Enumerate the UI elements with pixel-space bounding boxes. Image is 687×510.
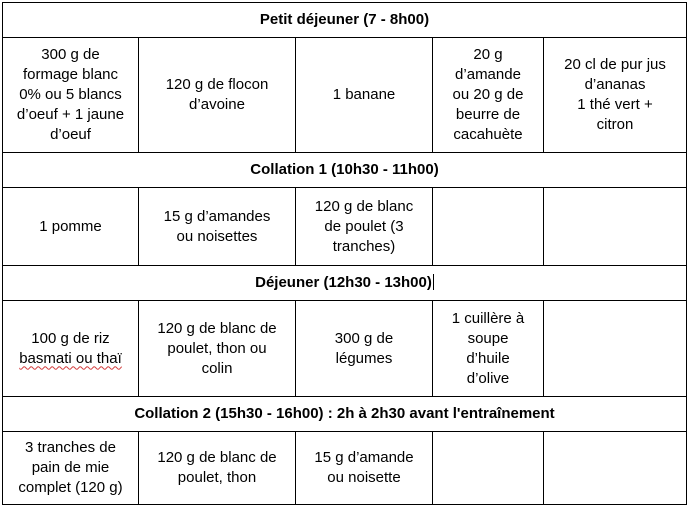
cell-text-line: tranches) bbox=[332, 237, 396, 255]
cell-text-line: 1 thé vert + bbox=[577, 96, 653, 113]
section-header-row bbox=[3, 153, 687, 188]
cell-text-line: poulet, thon ou bbox=[167, 339, 267, 357]
table-cell[interactable] bbox=[3, 188, 139, 266]
table-row bbox=[3, 432, 687, 505]
table-cell[interactable] bbox=[139, 301, 296, 397]
section-title-collation-2[interactable]: Collation 2 (15h30 - 16h00) : 2h à 2h30 avant l'entraînement bbox=[3, 397, 687, 432]
cell-text-line: d’oeuf bbox=[50, 126, 91, 143]
cell-text-line: complet (120 g) bbox=[18, 479, 123, 496]
cell-text-line: 3 tranches de bbox=[25, 439, 116, 456]
text-cursor bbox=[433, 274, 434, 290]
cell-text-line: 20 g bbox=[473, 46, 503, 63]
cell-text-line: 1 cuillère à bbox=[451, 309, 525, 327]
table-cell[interactable] bbox=[544, 38, 687, 153]
table-cell[interactable] bbox=[3, 301, 139, 397]
cell-text-line: cacahuète bbox=[453, 126, 523, 143]
cell-text-line: 1 pomme bbox=[39, 217, 102, 235]
cell-text-line: 100 g de riz bbox=[31, 329, 110, 347]
cell-text-line: d’huile bbox=[466, 349, 510, 367]
table-row bbox=[3, 188, 687, 266]
table-cell[interactable] bbox=[433, 38, 544, 153]
cell-text-line: ou noisette bbox=[327, 469, 401, 486]
cell-text-line: formage blanc bbox=[22, 66, 119, 83]
section-title-collation-1[interactable]: Collation 1 (10h30 - 11h00) bbox=[3, 153, 687, 188]
table-cell[interactable] bbox=[296, 432, 433, 505]
cell-text-line: 120 g de blanc de bbox=[157, 449, 277, 466]
cell-text-line: colin bbox=[201, 359, 233, 377]
cell-text-line: 1 banane bbox=[332, 86, 396, 103]
empty-table-cell[interactable] bbox=[544, 432, 687, 505]
cell-text-line: 20 cl de pur jus bbox=[564, 56, 666, 73]
empty-table-cell[interactable] bbox=[433, 432, 544, 505]
table-cell[interactable] bbox=[433, 301, 544, 397]
cell-text-line: 120 g de blanc bbox=[314, 197, 414, 215]
table-cell[interactable] bbox=[296, 38, 433, 153]
cell-text-line: 120 g de flocon bbox=[165, 76, 269, 93]
cell-text-line: ou 20 g de bbox=[452, 86, 524, 103]
cell-text-line: pain de mie bbox=[31, 459, 110, 476]
cell-text-line: 0% ou 5 blancs bbox=[19, 86, 122, 103]
cell-text-line: légumes bbox=[335, 349, 393, 367]
empty-table-cell[interactable] bbox=[544, 188, 687, 266]
section-header-row bbox=[3, 397, 687, 432]
cell-text-line: d’oeuf + 1 jaune bbox=[16, 106, 125, 123]
cell-text-line: soupe bbox=[467, 329, 509, 347]
cell-text-line: d’amande bbox=[455, 66, 521, 83]
table-cell[interactable] bbox=[139, 38, 296, 153]
section-title-petit-dejeuner[interactable]: Petit déjeuner (7 - 8h00) bbox=[3, 3, 687, 38]
section-title-dejeuner[interactable] bbox=[3, 266, 687, 301]
cell-text-line: d’olive bbox=[466, 369, 510, 387]
cell-text-line: poulet, thon bbox=[177, 469, 257, 486]
section-header-row bbox=[3, 266, 687, 301]
table-cell[interactable] bbox=[139, 432, 296, 505]
cell-text-line: 300 g de bbox=[334, 329, 394, 347]
cell-text-line: d’ananas bbox=[584, 76, 646, 93]
cell-text-line: 120 g de blanc de bbox=[157, 319, 277, 337]
cell-text-line: citron bbox=[596, 116, 634, 133]
table-cell[interactable] bbox=[3, 38, 139, 153]
cell-text-line: ou noisettes bbox=[176, 227, 258, 245]
cell-text-line: 15 g d’amandes bbox=[163, 207, 271, 225]
cell-text-line: 15 g d’amande bbox=[314, 449, 414, 466]
table-cell[interactable] bbox=[296, 188, 433, 266]
cell-text-line: 300 g de bbox=[41, 46, 100, 63]
cell-text-line: beurre de bbox=[455, 106, 521, 123]
table-cell[interactable] bbox=[139, 188, 296, 266]
empty-table-cell[interactable] bbox=[433, 188, 544, 266]
table-row bbox=[3, 301, 687, 397]
table-cell[interactable] bbox=[296, 301, 433, 397]
section-title-text: Déjeuner (12h30 - 13h00) bbox=[255, 274, 432, 291]
empty-table-cell[interactable] bbox=[544, 301, 687, 397]
cell-text-line: de poulet (3 bbox=[324, 217, 404, 235]
cell-text-line-spellcheck: basmati ou thaï bbox=[19, 349, 122, 367]
meal-plan-table bbox=[2, 2, 687, 505]
section-header-row bbox=[3, 3, 687, 38]
cell-text-line: d’avoine bbox=[189, 96, 245, 113]
table-cell[interactable] bbox=[3, 432, 139, 505]
table-row bbox=[3, 38, 687, 153]
